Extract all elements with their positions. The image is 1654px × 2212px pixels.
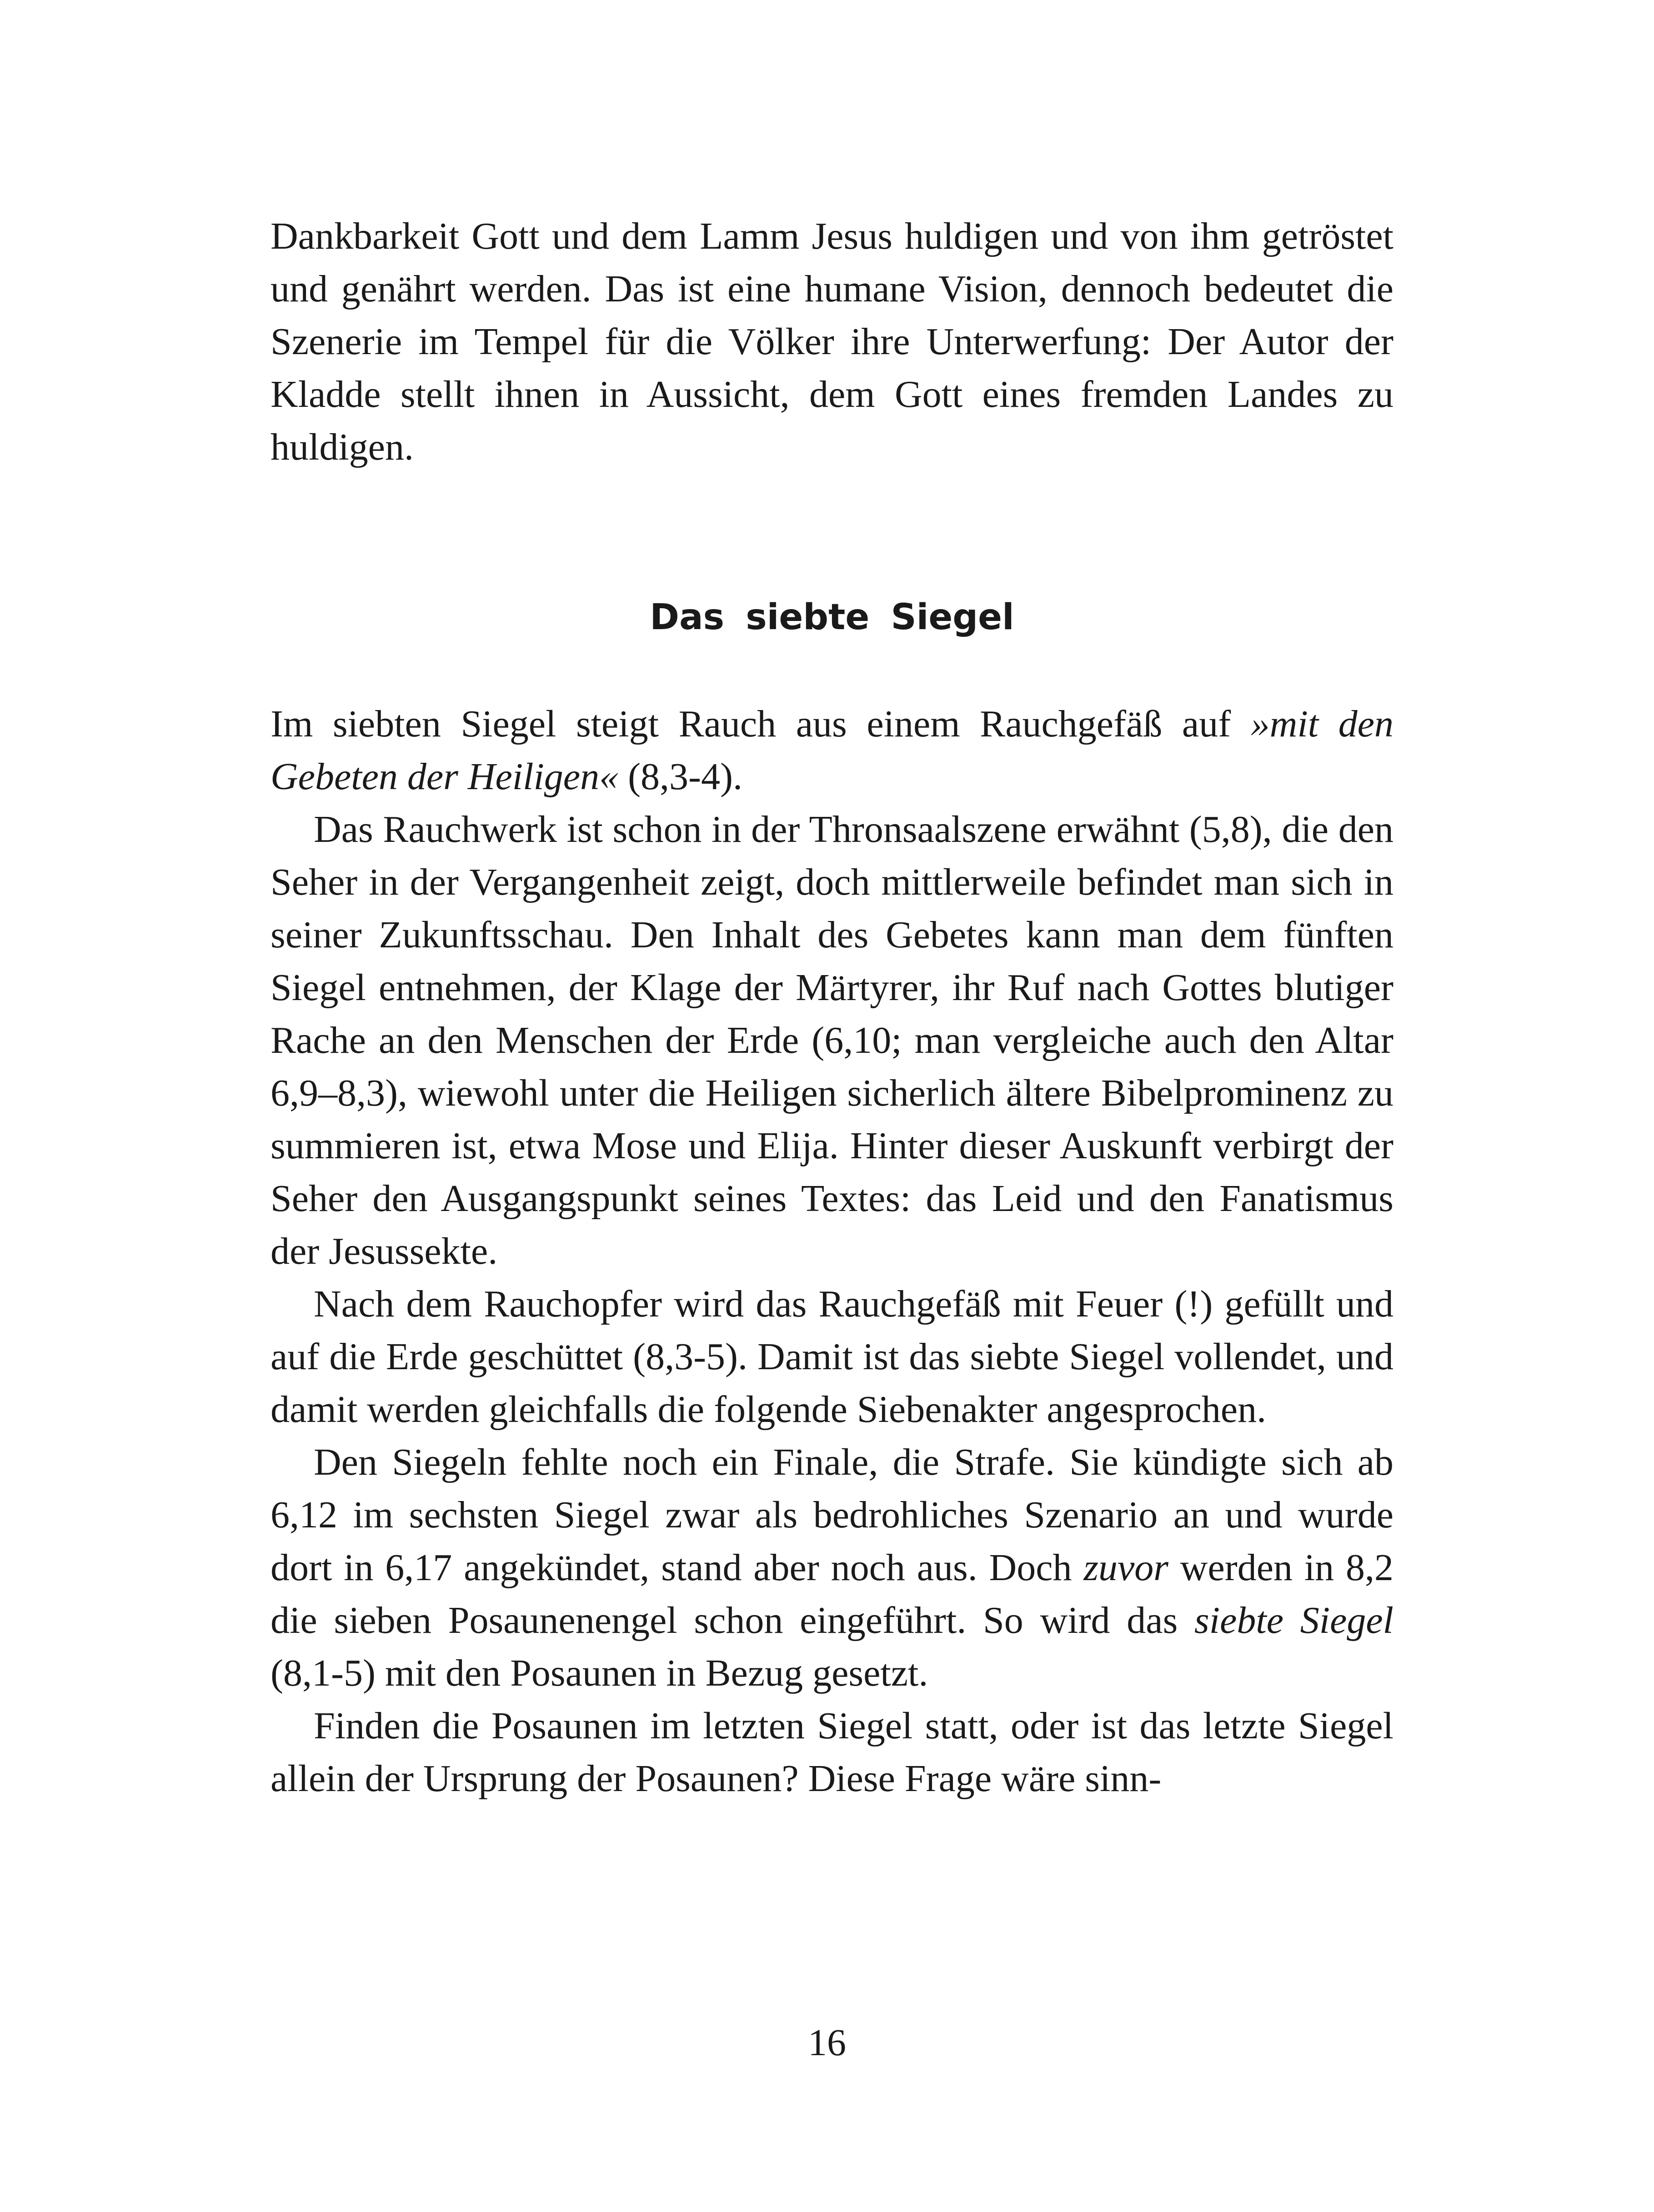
page-number: 16	[808, 2022, 846, 2064]
paragraph-1-text-a: Im siebten Siegel steigt Rauch aus einem Rauchgefäß auf	[271, 703, 1251, 745]
paragraph-4-text-b: werden in 8,2 die sieben Posaunenengel schon eingeführt. So wird das	[271, 1546, 1393, 1641]
paragraph-4-text-a: Den Siegeln fehlte noch ein Finale, die Strafe. Sie kündigte sich ab 6,12 im sechsten Siegel zwar als bedrohliches Szenario an und wurde dort in 6,17 angekündet, stand aber noch aus. Doch	[271, 1441, 1393, 1589]
paragraph-1-text-b: (8,3-4).	[618, 756, 742, 798]
section-heading: Das siebte Siegel	[650, 597, 1014, 638]
paragraph-4-italic-siebte-siegel: siebte Siegel	[1194, 1599, 1393, 1641]
continued-paragraph: Dankbarkeit Gott und dem Lamm Jesus huldigen und von ihm getröstet und genährt werden. Das ist eine humane Vision, dennoch bedeutet die Szenerie im Tempel für die Völker ihre Unterwerfung: Der Autor der Kladde stellt ihnen in Aussicht, dem Gott eines fremden Landes zu huldigen.	[271, 215, 1393, 468]
top-text-block	[271, 210, 1393, 474]
paragraph-1	[271, 698, 1393, 803]
paragraph-2: Das Rauchwerk ist schon in der Thronsaalszene erwähnt (5,8), die den Seher in der Vergangenheit zeigt, doch mittlerweile befindet man sich in seiner Zukunftsschau. Den Inhalt des Gebetes kann man dem fünften Siegel entnehmen, der Klage der Märtyrer, ihr Ruf nach Gottes blutiger Rache an den Menschen der Erde (6,10; man vergleiche auch den Altar 6,9–8,3), wiewohl unter die Heiligen sicherlich ältere Bibelprominenz zu summieren ist, etwa Mose und Elija. Hinter dieser Auskunft verbirgt der Seher den Ausgangspunkt seines Textes: das Leid und den Fanatismus der Jesussekte.	[271, 808, 1393, 1272]
paragraph-1-quote: »mit den Gebeten der Heiligen«	[271, 703, 1394, 798]
paragraph-4-text-c: (8,1-5) mit den Posaunen in Bezug gesetzt.	[271, 1652, 928, 1694]
paragraph-5: Finden die Posaunen im letzten Siegel statt, oder ist das letzte Siegel allein der Ursprung der Posaunen? Diese Frage wäre sinn-	[271, 1705, 1393, 1800]
paragraph-4-italic-zuvor: zuvor	[1083, 1546, 1168, 1589]
paragraph-4	[271, 1436, 1393, 1700]
section-body	[271, 698, 1393, 1805]
paragraph-3: Nach dem Rauchopfer wird das Rauchgefäß mit Feuer (!) gefüllt und auf die Erde geschüttet (8,3-5). Damit ist das siebte Siegel vollendet, und damit werden gleichfalls die folgende Siebenakter angesprochen.	[271, 1283, 1393, 1431]
